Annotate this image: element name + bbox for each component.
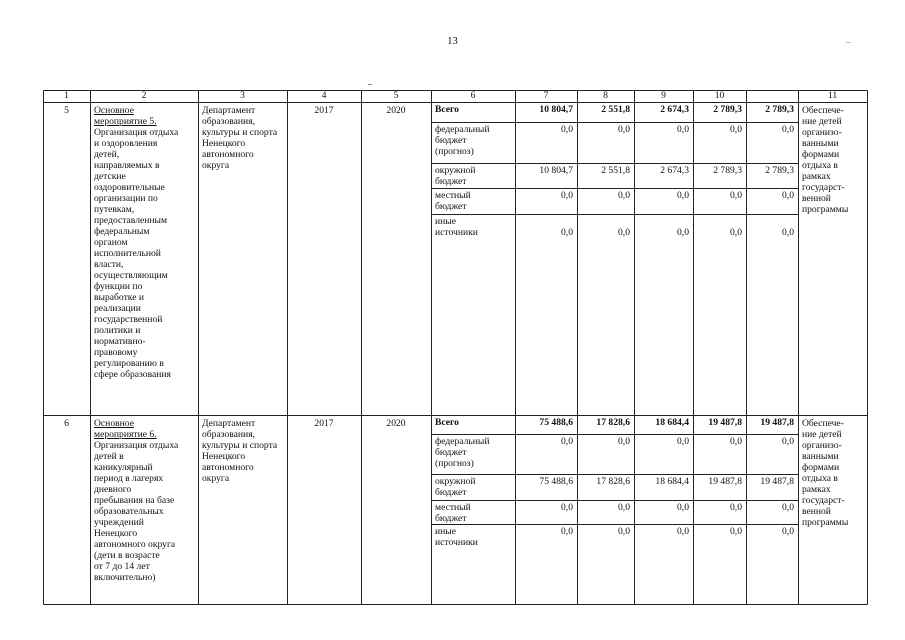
funding-value: 19 487,8 [760,417,794,428]
funding-value: 18 684,4 [655,417,689,428]
column-header: 10 [714,90,725,101]
funding-value: 2 789,3 [713,104,742,115]
funding-value: 0,0 [561,526,573,537]
measure-title: Основное мероприятие 5. [94,105,157,127]
funding-value: 0,0 [677,526,689,537]
year-start: 2017 [314,418,334,429]
funding-value: 0,0 [677,436,689,447]
funding-source-label: Всего [435,104,459,115]
executor: Департамент образования, культуры и спорта Ненецкого автономного округа [202,105,278,171]
column-header: 3 [240,90,245,101]
funding-value: 19 487,8 [708,476,742,487]
expected-result: Обеспече- ние детей организо- ванными формами отдыха в рамках государст- венной программы [802,418,849,528]
funding-value: 0,0 [730,190,742,201]
funding-value: 0,0 [677,124,689,135]
funding-value: 2 674,3 [660,104,689,115]
funding-value: 0,0 [677,227,689,238]
funding-value: 0,0 [561,227,573,238]
row-number: 6 [64,418,69,429]
funding-source-label: федеральный бюджет (прогноз) [435,124,490,157]
funding-value: 19 487,8 [708,417,742,428]
funding-value: 0,0 [618,227,630,238]
funding-value: 2 789,3 [765,165,794,176]
executor: Департамент образования, культуры и спорта Ненецкого автономного округа [202,418,278,484]
funding-value: 0,0 [618,502,630,513]
funding-value: 0,0 [730,502,742,513]
funding-value: 0,0 [782,124,794,135]
funding-source-label: окружной бюджет [435,476,476,498]
funding-value: 75 488,6 [539,417,573,428]
funding-value: 19 487,8 [760,476,794,487]
funding-value: 0,0 [730,526,742,537]
funding-source-label: иные источники [435,526,478,548]
funding-source-label: местный бюджет [435,502,471,524]
funding-value: 0,0 [782,436,794,447]
measure-description: Организация отдыха детей в каникулярный период в лагерях дневного пребывания на базе образовательных учреждений Ненецкого автономного округа (дети в возрасте от 7 до 14 лет включительно) [94,440,179,583]
column-header: 6 [470,90,476,101]
funding-value: 2 789,3 [713,165,742,176]
measure-description: Организация отдыха и оздоровления детей, направляемых в детские оздоровительные организации по путевкам, предоставленным федеральным органом исполнительной власти, осуществляющим функции по выработке и реализации государственной политики и нормативно- правовому регулированию в сфере образования [94,127,179,380]
funding-value: 18 684,4 [655,476,689,487]
funding-value: 0,0 [730,124,742,135]
funding-value: 0,0 [561,190,573,201]
funding-value: 0,0 [782,526,794,537]
measure-title: Основное мероприятие 6. [94,418,157,440]
column-header: 1 [64,90,69,101]
funding-value: 0,0 [561,436,573,447]
column-header: 8 [603,90,608,101]
funding-source-label: федеральный бюджет (прогноз) [435,436,490,469]
funding-value: 0,0 [782,227,794,238]
year-start: 2017 [314,105,334,116]
year-end: 2020 [386,418,406,429]
column-header: 4 [321,90,327,101]
funding-value: 10 804,7 [539,104,573,115]
funding-value: 75 488,6 [539,476,573,487]
funding-value: 0,0 [782,502,794,513]
funding-source-label: окружной бюджет [435,165,476,187]
funding-value: 0,0 [782,190,794,201]
funding-value: 2 789,3 [765,104,794,115]
funding-value: 0,0 [730,227,742,238]
funding-value: 0,0 [618,190,630,201]
funding-value: 0,0 [677,190,689,201]
funding-value: 0,0 [618,124,630,135]
funding-value: 17 828,6 [596,476,630,487]
column-header: 11 [827,90,838,101]
column-header: 5 [393,90,399,101]
funding-value: 0,0 [561,502,573,513]
page-number: 13 [447,36,458,47]
row-number: 5 [64,105,69,116]
expected-result: Обеспече- ние детей организо- ванными формами отдыха в рамках государст- венной программы [802,105,849,215]
funding-source-label: Всего [435,417,459,428]
funding-value: 0,0 [618,436,630,447]
funding-value: 2 551,8 [601,165,630,176]
funding-value: 0,0 [677,502,689,513]
year-end: 2020 [386,105,406,116]
funding-value: 17 828,6 [596,417,630,428]
funding-value: 2 674,3 [660,165,689,176]
funding-value: 0,0 [618,526,630,537]
funding-value: 0,0 [561,124,573,135]
column-header: 2 [141,90,147,101]
funding-source-label: местный бюджет [435,190,471,212]
column-header: 7 [543,90,549,101]
funding-value: 10 804,7 [539,165,573,176]
column-header: 9 [661,90,666,101]
funding-value: 0,0 [730,436,742,447]
funding-value: 2 551,8 [601,104,630,115]
funding-source-label: иные источники [435,216,478,238]
